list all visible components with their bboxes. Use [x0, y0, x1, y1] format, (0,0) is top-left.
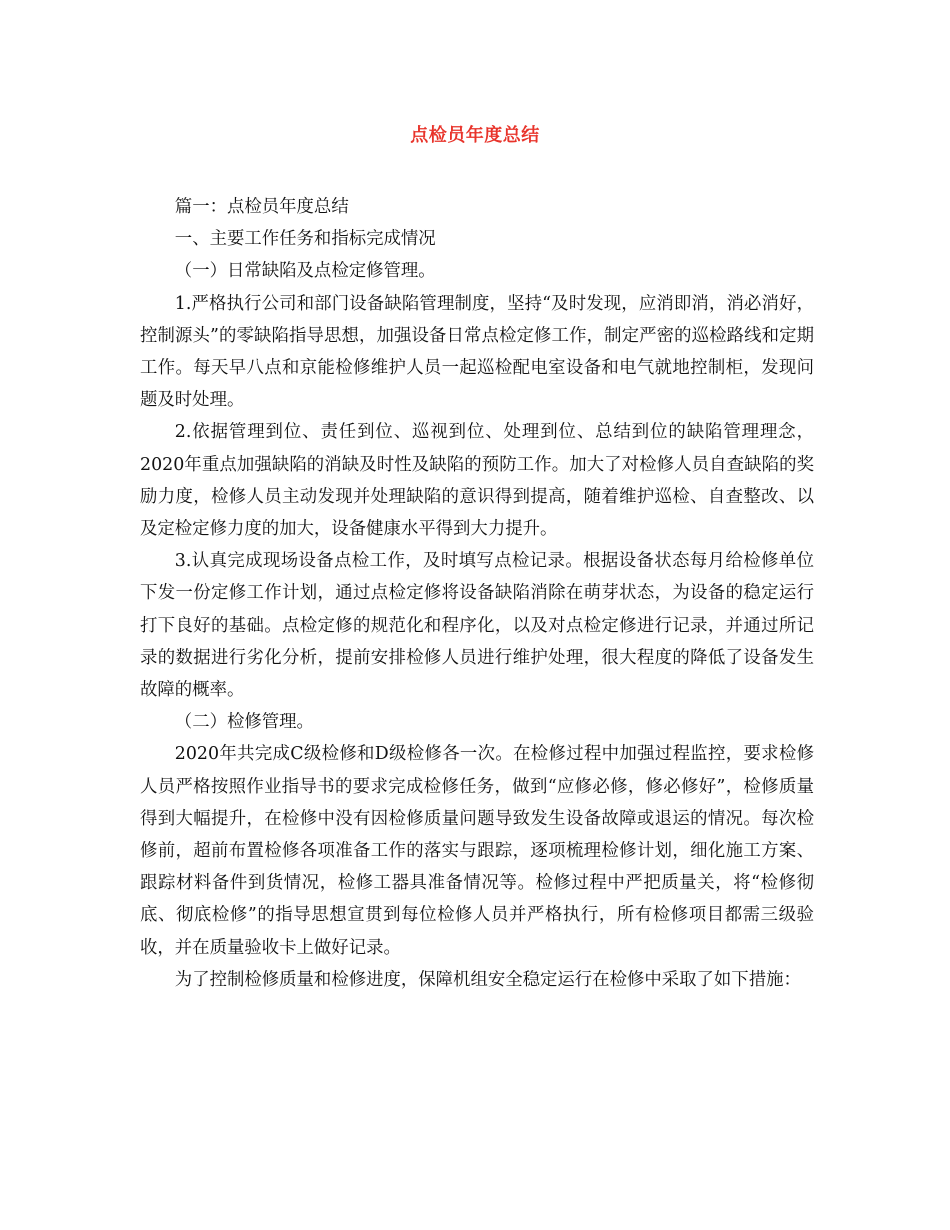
paragraph-item-3: 3.认真完成现场设备点检工作，及时填写点检记录。根据设备状态每月给检修单位下发一份定修工作计划，通过点检定修将设备缺陷消除在萌芽状态，为设备的稳定运行打下良好的基础。点检定修的规范化和程序化，以及对点检定修进行记录，并通过所记录的数据进行劣化分析，提前安排检修人员进行维护处理，很大程度的降低了设备发生故障的概率。: [140, 551, 814, 701]
section-heading-part-one: 篇一：点检员年度总结: [174, 197, 349, 217]
document-title: 点检员年度总结: [410, 125, 540, 146]
subsection-heading-defect-management: （一）日常缺陷及点检定修管理。: [174, 261, 436, 282]
paragraph-item-2: 2.依据管理到位、责任到位、巡视到位、处理到位、总结到位的缺陷管理理念，2020年重点加强缺陷的消缺及时性及缺陷的预防工作。加大了对检修人员自查缺陷的奖励力度，检修人员主动发现并处理缺陷的意识得到提高，随着维护巡检、自查整改、以及定检定修力度的加大，设备健康水平得到大力提升。: [140, 422, 814, 540]
subsection-heading-maintenance-management: （二）检修管理。: [174, 712, 314, 733]
section-heading-main-tasks: 一、主要工作任务和指标完成情况: [174, 229, 436, 250]
document-body: [140, 191, 814, 996]
paragraph-measures-intro: 为了控制检修质量和检修进度，保障机组安全稳定运行在检修中采取了如下措施：: [174, 969, 801, 990]
paragraph-item-1: 1.严格执行公司和部门设备缺陷管理制度，坚持“及时发现，应消即消，消必消好，控制源头”的零缺陷指导思想，加强设备日常点检定修工作，制定严密的巡检路线和定期工作。每天早八点和京能检修维护人员一起巡检配电室设备和电气就地控制柜，发现问题及时处理。: [140, 293, 814, 411]
paragraph-maintenance-summary: 2020年共完成C级检修和D级检修各一次。在检修过程中加强过程监控，要求检修人员严格按照作业指导书的要求完成检修任务，做到“应修必修，修必修好”，检修质量得到大幅提升，在检修中没有因检修质量问题导致发生设备故障或退运的情况。每次检修前，超前布置检修各项准备工作的落实与跟踪，逐项梳理检修计划，细化施工方案、跟踪材料备件到货情况，检修工器具准备情况等。检修过程中严把质量关，将“检修彻底、彻底检修”的指导思想宣贯到每位检修人员并严格执行，所有检修项目都需三级验收，并在质量验收卡上做好记录。: [140, 744, 814, 958]
